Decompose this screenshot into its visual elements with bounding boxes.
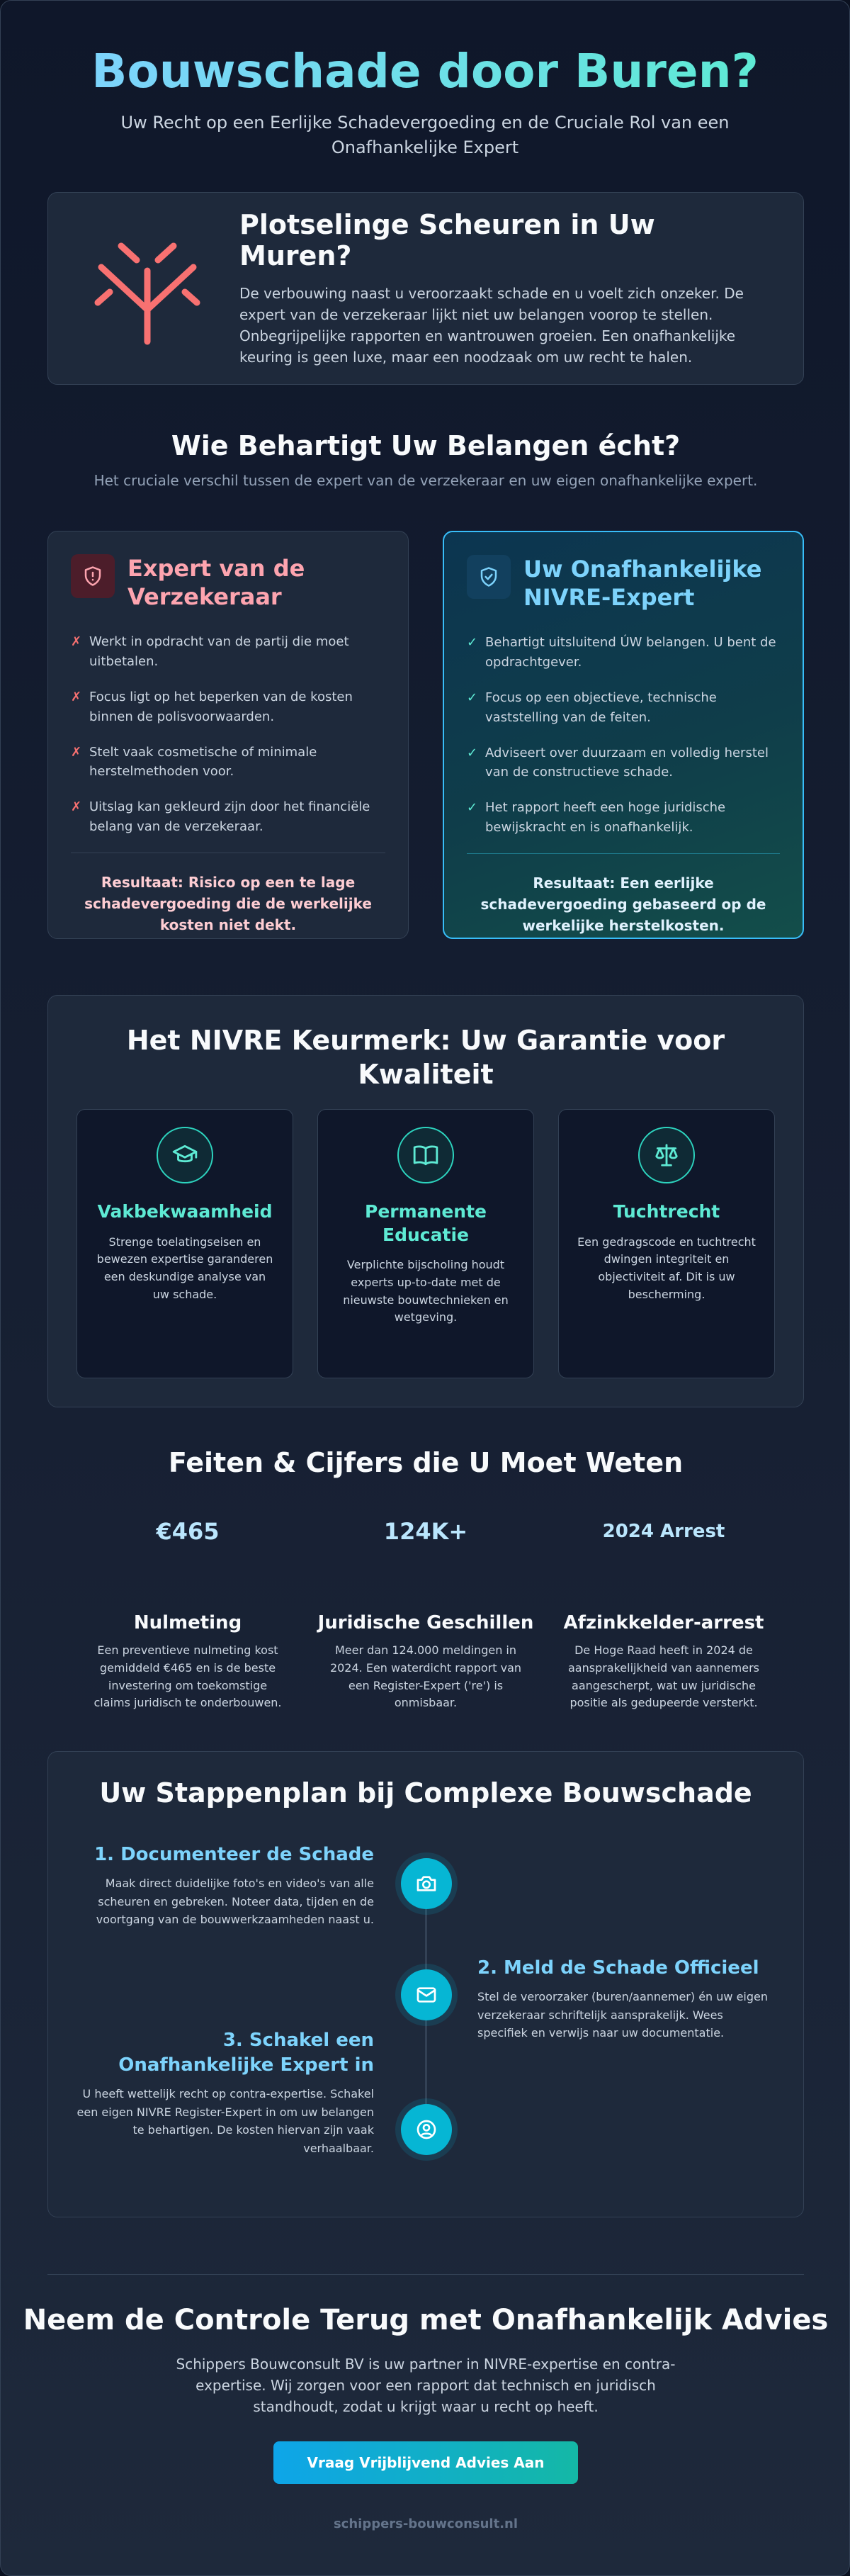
graduation-cap-icon [171,1142,198,1169]
crack-icon [87,228,208,349]
nivre-card-title: Vakbekwaamheid [97,1201,273,1222]
nivre-cards [76,1109,775,1378]
point-text: Behartigt uitsluitend ÚW belangen. U bent de opdrachtgever. [485,635,776,670]
list-item [71,687,385,727]
mail-icon [415,1984,438,2006]
cta-section [1,2304,850,2531]
intro-title: Plotselinge Scheuren in Uw Muren? [239,209,655,271]
cross-icon: ✗ [71,689,82,704]
fact-title: Juridische Geschillen [317,1612,534,1633]
divider [47,2274,804,2275]
step-title: 2. Meld de Schade Officieel [477,1957,759,1979]
list-item [467,633,780,673]
fact-text: De Hoge Raad heeft in 2024 de aansprakelijkheid van aannemers aangescherpt, wat uw juridische positie als gedupeerde versterkt. [567,1643,759,1710]
comparison-title: Wie Behartigt Uw Belangen écht? [171,430,681,461]
fact-value: 124K+ [383,1518,468,1545]
shield-alert-icon [82,566,103,587]
steps-title: Uw Stappenplan bij Complexe Bouwschade [99,1777,752,1809]
intro-text-block [239,209,761,368]
intro-text: De verbouwing naast u veroorzaakt schade en u voelt zich onzeker. De expert van de verzekeraar lijkt niet uw belangen voorop te stellen. Onbegrijpelijke rapporten en wantrouwen groeien. Een onafhankelijke keuring is geen luxe, maar een noodzaak om uw recht te halen. [239,285,744,366]
camera-icon [415,1872,438,1895]
fact-arrest [545,1510,783,1712]
step-title: 1. Documenteer de Schade [94,1844,374,1865]
independent-expert-card [443,531,804,939]
scale-icon [653,1142,680,1169]
comparison-heading [1,429,850,489]
point-text: Het rapport heeft een hoge juridische bewijskracht en is onafhankelijk. [485,800,726,836]
fact-title: Nulmeting [133,1612,242,1633]
cross-icon: ✗ [71,634,82,649]
check-icon: ✓ [467,745,478,760]
list-item [71,797,385,837]
list-item [71,743,385,782]
fact-title: Afzinkkelder-arrest [563,1612,764,1633]
check-icon: ✓ [467,690,478,705]
shield-check-icon [478,566,499,587]
step-title: 3. Schakel een Onafhankelijke Expert in [118,2030,374,2076]
insurer-expert-card [47,531,409,939]
nivre-card-text: Verplichte bijscholing houdt experts up-to-date met de nieuwste bouwtechnieken en wetgeving. [343,1258,509,1324]
independent-points [467,633,780,838]
cross-icon: ✗ [71,799,82,815]
point-text: Uitslag kan gekleurd zijn door het financiële belang van de verzekeraar. [89,799,370,835]
nivre-section [47,995,804,1407]
facts-title: Feiten & Cijfers die U Moet Weten [168,1447,684,1478]
steps-section [47,1751,804,2217]
fact-value: 2024 Arrest [602,1521,725,1542]
step-text: Maak direct duidelijke foto's en video's van alle scheuren en gebreken. Noteer data, tijden en de voortgang van de bouwwerkzaamheden naast u. [96,1877,374,1927]
point-text: Focus op een objectieve, technische vaststelling van de feiten. [485,690,717,725]
nivre-card-vakbekwaamheid [76,1109,293,1378]
hero-subtitle: Uw Recht op een Eerlijke Schadevergoeding en de Cruciale Rol van een Onafhankelijke Expert [120,113,730,157]
independent-card-title: Uw Onafhankelijke NIVRE-Expert [523,556,762,611]
facts-heading [1,1446,850,1480]
fact-value: €465 [156,1518,220,1545]
hero-title: Bouwschade door Buren? [86,43,764,99]
list-item [467,688,780,728]
cta-text: Schippers Bouwconsult BV is uw partner in NIVRE-expertise en contra-expertise. Wij zorgen voor een rapport dat technisch en juridisch standhoudt, zodat u krijgt waar u recht op heeft. [176,2356,676,2415]
independent-result: Resultaat: Een eerlijke schadevergoeding gebaseerd op de werkelijke herstelkosten. [480,874,766,935]
step-marker [401,2104,452,2155]
independent-badge [467,555,511,599]
step-text: Stel de veroorzaker (buren/aannemer) én uw eigen verzekeraar schriftelijk aansprakelijk. Wees specifiek en verwijs naar uw documentatie. [477,1990,769,2040]
insurer-result: Resultaat: Risico op een te lage schadevergoeding die de werkelijke kosten niet dekt. [84,874,372,934]
nivre-card-text: Strenge toelatingseisen en bewezen expertise garanderen een deskundige analyse van uw schade. [96,1234,273,1301]
nivre-title: Het NIVRE Keurmerk: Uw Garantie voor Kwaliteit [126,1025,725,1090]
nivre-icon-circle [638,1127,695,1183]
fact-text: Meer dan 124.000 meldingen in 2024. Een waterdicht rapport van een Register-Expert ('re') is onmisbaar. [329,1643,522,1710]
point-text: Adviseert over duurzaam en volledig herstel van de constructieve schade. [485,745,769,780]
point-text: Stelt vaak cosmetische of minimale herstelmethoden voor. [89,744,317,780]
fact-nulmeting [69,1510,307,1712]
cta-title: Neem de Controle Terug met Onafhankelijk Advies [23,2304,829,2336]
nivre-card-educatie [317,1109,534,1378]
comparison-subtitle: Het cruciale verschil tussen de expert van de verzekeraar en uw eigen onafhankelijke expert. [94,471,758,489]
website-link[interactable]: schippers-bouwconsult.nl [333,2516,518,2531]
check-icon: ✓ [467,800,478,816]
step-1 [76,1843,374,1929]
nivre-card-tuchtrecht [558,1109,775,1378]
insurer-card-header [71,554,385,611]
nivre-card-title: Tuchtrecht [613,1201,720,1222]
list-item [467,798,780,838]
intro-card [47,192,804,385]
nivre-card-text: Een gedragscode en tuchtrecht dwingen integriteit en objectiviteit af. Dit is uw bescherming. [577,1234,756,1301]
point-text: Werkt in opdracht van de partij die moet uitbetalen. [89,634,349,669]
fact-geschillen [307,1510,545,1712]
check-icon: ✓ [467,635,478,650]
step-3 [76,2028,374,2158]
nivre-icon-circle [157,1127,213,1183]
insurer-points [71,632,385,837]
nivre-card-title: Permanente Educatie [365,1201,487,1245]
facts-section [69,1510,783,1712]
insurer-badge [71,554,115,598]
list-item [71,632,385,672]
hero [1,1,849,160]
nivre-icon-circle [397,1127,454,1183]
point-text: Focus ligt op het beperken van de kosten binnen de polisvoorwaarden. [89,689,353,724]
divider [467,853,780,854]
user-circle-icon [415,2118,438,2141]
advice-request-button[interactable]: Vraag Vrijblijvend Advies Aan [273,2441,578,2484]
step-marker [401,1858,452,1909]
fact-text: Een preventieve nulmeting kost gemiddeld €465 en is de beste investering om toekomstige claims juridisch te onderbouwen. [94,1643,282,1710]
step-marker [401,1969,452,2020]
step-2 [477,1956,775,2042]
independent-card-header [467,555,780,612]
insurer-card-title: Expert van de Verzekeraar [128,555,305,610]
cross-icon: ✗ [71,744,82,760]
step-text: U heeft wettelijk recht op contra-expertise. Schakel een eigen NIVRE Register-Expert in om uw belangen te behartigen. De kosten hiervan zijn vaak verhaalbaar. [76,2087,374,2155]
list-item [467,743,780,783]
book-icon [412,1142,439,1169]
